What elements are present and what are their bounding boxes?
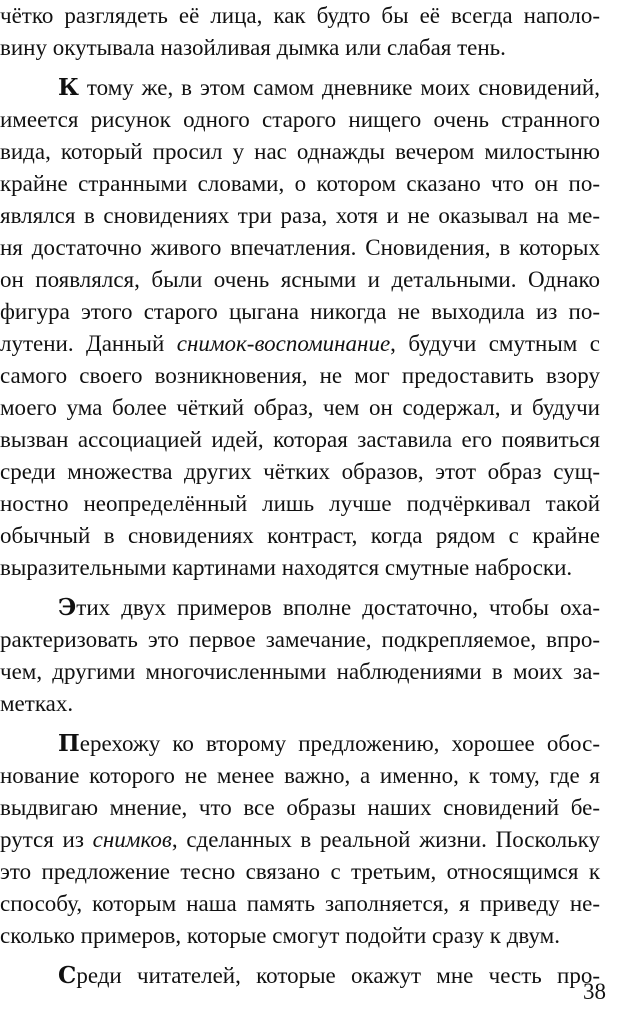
- text-line: выразительными картинами находятся смутные наброски.: [0, 555, 573, 580]
- drop-initial: Э: [58, 594, 77, 621]
- text-fragment: рутся из: [0, 827, 93, 852]
- text-fragment: реди читателей, которые окажут мне честь про-: [76, 963, 600, 988]
- italic-term: снимков: [92, 827, 172, 852]
- text-line: [58, 728, 600, 760]
- text-line: рактеризовать это первое замечание, подкрепляемое, впро-: [0, 627, 600, 652]
- text-line: ностно неопределённый лишь лучше подчёркивал такой: [0, 491, 600, 516]
- text-line: фигура этого старого цыгана никогда не выходила из по-: [0, 299, 600, 324]
- text-line: самого своего возникновения, не мог предоставить взору: [0, 363, 600, 388]
- text-line: чем, другими многочисленными наблюдениями в моих за-: [0, 659, 600, 684]
- text-line: он появлялся, были очень ясными и детальными. Однако: [0, 267, 600, 292]
- text-line: способу, которым наша память заполняется, я приведу не-: [0, 891, 600, 916]
- text-line: имеется рисунок одного старого нищего очень странного: [0, 107, 600, 132]
- text-fragment: , будучи смутным с: [390, 331, 600, 356]
- text-line: нование которого не менее важно, а именно, к тому, где я: [0, 763, 600, 788]
- text-line: моего ума более чёткий образ, чем он содержал, и будучи: [0, 395, 600, 420]
- drop-initial: С: [58, 962, 77, 989]
- text-line: являлся в сновидениях три раза, хотя и не оказывал на ме-: [0, 203, 600, 228]
- text-fragment: , сделанных в реальной жизни. Поскольку: [171, 827, 601, 852]
- text-line: [58, 72, 600, 104]
- text-fragment: ерехожу ко второму предложению, хорошее обос-: [79, 731, 600, 756]
- text-line: крайне странными словами, о котором сказано что он по-: [0, 171, 600, 196]
- text-line: [58, 960, 600, 992]
- text-line: вида, который просил у нас однажды вечером милостыню: [0, 139, 600, 164]
- text-line: среди множества других чётких образов, этот образ сущ-: [0, 459, 600, 484]
- text-line: метках.: [0, 691, 74, 716]
- text-line: выдвигаю мнение, что все образы наших сновидений бе-: [0, 795, 600, 820]
- text-line: обычный в сновидениях контраст, когда рядом с крайне: [0, 523, 600, 548]
- text-fragment: тому же, в этом самом дневнике моих сновидений,: [78, 75, 600, 100]
- text-line: вызван ассоциацией идей, которая заставила его появиться: [0, 427, 600, 452]
- text-line: [58, 592, 600, 624]
- text-fragment: тих двух примеров вполне достаточно, чтобы оха-: [76, 595, 600, 620]
- page-number: 38: [583, 979, 606, 1004]
- text-line: [0, 328, 600, 360]
- text-line: сколько примеров, которые смогут подойти сразу к двум.: [0, 923, 560, 948]
- drop-initial: П: [58, 730, 80, 757]
- text-line: [0, 824, 600, 856]
- text-fragment: лутени. Данный: [0, 331, 177, 356]
- text-line: вину окутывала назойливая дымка или слабая тень.: [0, 35, 506, 60]
- text-line: чётко разглядеть её лица, как будто бы её всегда наполо-: [0, 3, 600, 28]
- text-line: ня достаточно живого впечатления. Сновидения, в которых: [0, 235, 600, 260]
- drop-initial: К: [58, 74, 79, 101]
- italic-term: снимок-воспоминание: [176, 331, 391, 356]
- text-line: это предложение тесно связано с третьим, относящимся к: [0, 859, 600, 884]
